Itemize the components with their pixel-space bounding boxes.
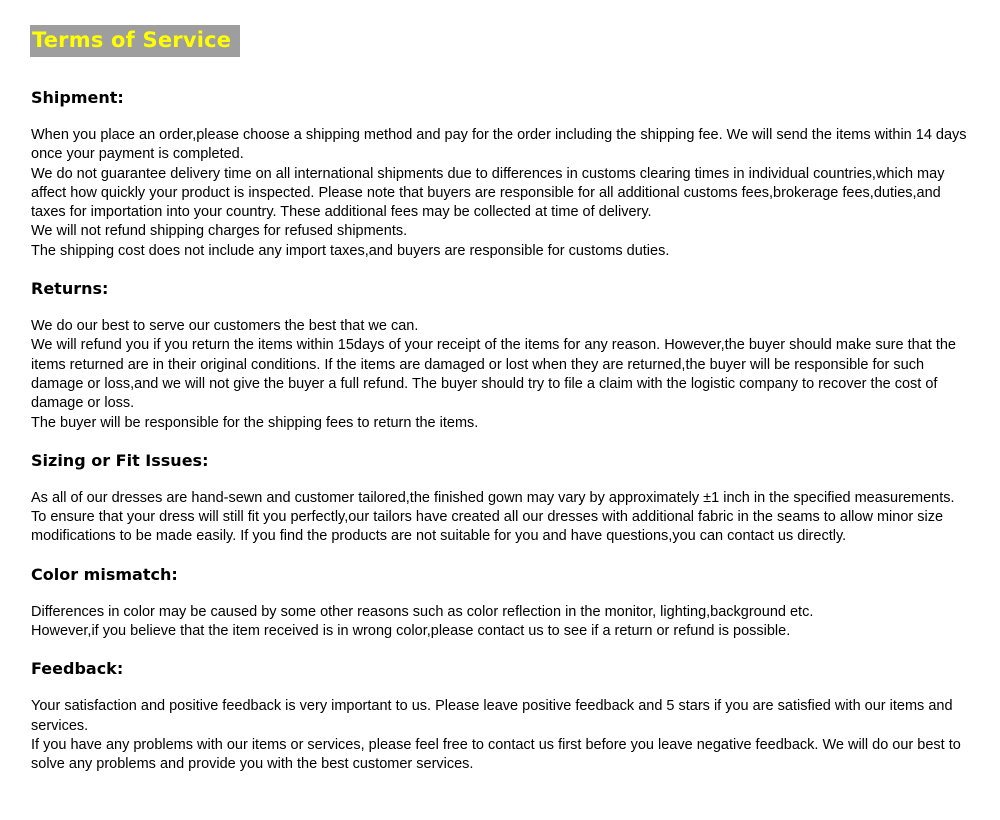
section-color-mismatch bbox=[31, 565, 971, 642]
paragraph: We will not refund shipping charges for refused shipments. bbox=[31, 223, 408, 240]
paragraph: We do our best to serve our customers the best that we can. bbox=[31, 318, 419, 335]
section-returns bbox=[31, 279, 971, 433]
section-body-shipment bbox=[31, 126, 971, 261]
section-feedback bbox=[31, 659, 971, 774]
paragraph: However,if you believe that the item received is in wrong color,please contact us to see if a return or refund is possible. bbox=[31, 623, 791, 640]
paragraph: We will refund you if you return the items within 15days of your receipt of the items for any reason. However,the buyer should make sure that the items returned are in their original conditions. If the items are damaged or lost when they are returned,the buyer will be responsible for such damage or loss,and we will not give the buyer a full refund. The buyer should try to file a claim with the logistic company to recover the cost of damage or loss. bbox=[31, 337, 956, 412]
section-shipment bbox=[31, 88, 971, 261]
paragraph: We do not guarantee delivery time on all international shipments due to differences in customs clearing times in individual countries,which may affect how quickly your product is inspected. Please note that buyers are responsible for all additional customs fees,brokerage fees,duties,and taxes for importation into your country. These additional fees may be collected at time of delivery. bbox=[31, 165, 945, 221]
section-heading-sizing: Sizing or Fit Issues: bbox=[31, 450, 209, 470]
paragraph: As all of our dresses are hand-sewn and customer tailored,the finished gown may vary by approximately ±1 inch in the specified measurements. To ensure that your dress will still fit you perfectly,our tailors have created all our dresses with additional fabric in the seams to allow minor size modifications to be made easily. If you find the products are not suitable for you and have questions,you can contact us directly. bbox=[31, 489, 955, 545]
section-heading-feedback: Feedback: bbox=[31, 659, 124, 679]
page-title: Terms of Service bbox=[30, 25, 240, 57]
paragraph: Differences in color may be caused by some other reasons such as color reflection in the monitor, lighting,background etc. bbox=[31, 603, 814, 620]
paragraph: The buyer will be responsible for the shipping fees to return the items. bbox=[31, 414, 479, 431]
section-body-feedback bbox=[31, 697, 971, 774]
paragraph: The shipping cost does not include any import taxes,and buyers are responsible for customs duties. bbox=[31, 242, 670, 259]
section-sizing bbox=[31, 451, 971, 547]
section-heading-color-mismatch: Color mismatch: bbox=[31, 564, 178, 584]
paragraph: When you place an order,please choose a shipping method and pay for the order including the shipping fee. We will send the items within 14 days once your payment is completed. bbox=[31, 127, 967, 163]
section-body-sizing bbox=[31, 489, 971, 547]
paragraph: If you have any problems with our items or services, please feel free to contact us first before you leave negative feedback. We will do our best to solve any problems and provide you with the best customer services. bbox=[31, 736, 961, 773]
paragraph: Your satisfaction and positive feedback is very important to us. Please leave positive feedback and 5 stars if you are satisfied with our items and services. bbox=[31, 698, 953, 734]
section-heading-returns: Returns: bbox=[31, 279, 109, 299]
terms-page bbox=[31, 25, 971, 775]
section-body-color-mismatch bbox=[31, 603, 971, 642]
section-heading-shipment: Shipment: bbox=[31, 88, 124, 107]
section-body-returns bbox=[31, 317, 971, 433]
